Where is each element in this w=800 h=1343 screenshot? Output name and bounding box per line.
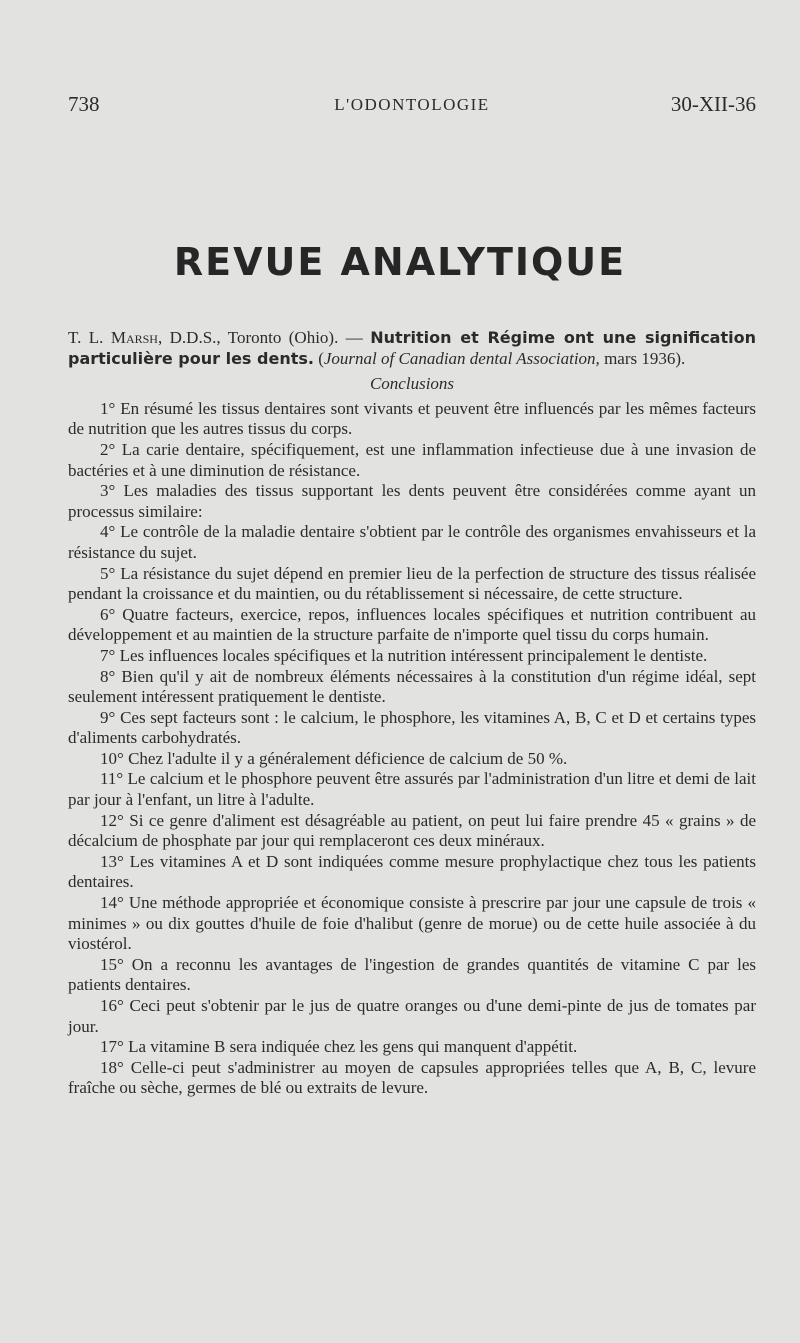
paragraph-text: Ces sept facteurs sont : le calcium, le phosphore, les vitamines A, B, C et D et certains types d'aliments carbohydratés.	[68, 707, 756, 748]
paragraph-number: 16°	[100, 996, 124, 1015]
paragraph-text: Les influences locales spécifiques et la nutrition intéressent principalement le dentiste.	[119, 645, 708, 665]
paragraph-number: 11°	[100, 769, 124, 789]
paragraph-text: La résistance du sujet dépend en premier lieu de la perfection de structure des tissus réalisée pendant la croissance et du maintien, ou du rétablissement si nécessaire, de cette structure.	[68, 563, 757, 604]
citation-source-open: (	[313, 348, 324, 368]
citation-author: T. L. Marsh	[68, 328, 158, 347]
paragraph-number: 18°	[100, 1057, 124, 1077]
conclusion-paragraph	[68, 1037, 756, 1058]
conclusion-paragraph	[68, 996, 756, 1037]
paragraph-number: 8°	[100, 666, 116, 686]
issue-date: 30-XII-36	[670, 92, 756, 116]
conclusion-paragraph	[68, 852, 756, 893]
paragraph-text: Quatre facteurs, exercice, repos, influences locales spécifiques et nutrition contribuent au développement et au maintien de la structure parfaite de n'importe quel tissu du corps humain.	[68, 604, 756, 645]
paragraph-text: Celle-ci peut s'administrer au moyen de capsules appropriées telles que A, B, C, levure fraîche ou sèche, germes de blé ou extraits de levure.	[68, 1057, 756, 1098]
paragraph-text: La carie dentaire, spécifiquement, est une inflammation infectieuse due à une invasion de bactéries et à une diminution de résistance.	[68, 439, 757, 480]
conclusion-paragraph	[68, 646, 756, 667]
conclusion-paragraph	[68, 605, 756, 646]
conclusion-paragraph	[68, 667, 756, 708]
paragraph-text: Les maladies des tissus supportant les dents peuvent être considérées comme ayant un processus similaire:	[68, 481, 757, 521]
paragraph-number: 9°	[100, 707, 116, 727]
paragraph-text: Les vitamines A et D sont indiquées comme mesure prophylactique chez tous les patients dentaires.	[68, 851, 757, 892]
paragraph-text: On a reconnu les avantages de l'ingestion de grandes quantités de vitamine C par les patients dentaires.	[68, 954, 756, 995]
paragraph-number: 5°	[100, 563, 116, 583]
conclusions-list	[68, 399, 756, 1099]
paragraph-text: Si ce genre d'aliment est désagréable au patient, on peut lui faire prendre 45 « grains » de décalcium de phosphate par jour qui remplaceront ces deux minéraux.	[68, 810, 756, 851]
paragraph-number: 3°	[100, 481, 116, 501]
running-head	[68, 92, 756, 122]
citation	[68, 328, 756, 369]
conclusion-paragraph	[68, 749, 756, 770]
paragraph-text: Une méthode appropriée et économique consiste à prescrire par jour une capsule de trois « minimes » ou dix gouttes d'huile de foie d'halibut (genre de morue) ou de cette huile associée à du viostérol.	[68, 893, 756, 954]
citation-source-date: mars 1936).	[599, 348, 686, 368]
conclusion-paragraph	[68, 440, 756, 481]
citation-author-details: , D.D.S., Toronto (Ohio). —	[157, 328, 371, 347]
conclusion-paragraph	[68, 564, 756, 605]
section-heading: Conclusions	[369, 374, 455, 394]
paragraph-number: 15°	[100, 954, 124, 974]
paragraph-text: La vitamine B sera indiquée chez les gens qui manquent d'appétit.	[128, 1037, 578, 1057]
citation-journal: Journal of Canadian dental Association,	[323, 348, 600, 368]
paragraph-text: Bien qu'il y ait de nombreux éléments nécessaires à la constitution d'un régime idéal, sept seulement intéressent pratiquement le dentiste.	[68, 666, 757, 707]
conclusion-paragraph	[68, 893, 756, 955]
paragraph-number: 10°	[100, 748, 124, 768]
paragraph-text: Chez l'adulte il y a généralement déficience de calcium de 50 %.	[128, 748, 568, 768]
paragraph-number: 6°	[100, 604, 116, 624]
conclusion-paragraph	[68, 399, 756, 440]
paragraph-number: 2°	[100, 439, 116, 459]
paragraph-text: Le calcium et le phosphore peuvent être assurés par l'administration d'un litre et demi de lait par jour à l'enfant, un litre à l'adulte.	[68, 769, 756, 810]
page-number: 738	[68, 92, 100, 116]
conclusion-paragraph	[68, 481, 756, 522]
paragraph-text: Ceci peut s'obtenir par le jus de quatre oranges ou d'une demi-pinte de jus de tomates par jour.	[68, 996, 756, 1036]
paragraph-number: 12°	[100, 810, 124, 830]
paragraph-number: 17°	[100, 1037, 124, 1057]
paragraph-number: 1°	[100, 398, 116, 418]
citation-article-title: Nutrition et Régime ont une signification particulière pour les dents.	[68, 328, 756, 368]
paragraph-number: 7°	[100, 645, 116, 665]
conclusion-paragraph	[68, 955, 756, 996]
conclusion-paragraph	[68, 811, 756, 852]
conclusion-paragraph	[68, 769, 756, 810]
conclusion-paragraph	[68, 708, 756, 749]
article-body	[68, 328, 756, 1099]
paragraph-text: Le contrôle de la maladie dentaire s'obtient par le contrôle des organismes envahisseurs et la résistance du sujet.	[68, 522, 757, 562]
paragraph-number: 13°	[100, 851, 124, 871]
conclusion-paragraph	[68, 1058, 756, 1099]
paragraph-text: En résumé les tissus dentaires sont vivants et peuvent être influencés par les mêmes facteurs de nutrition que les autres tissus du corps.	[68, 398, 757, 439]
conclusion-paragraph	[68, 522, 756, 563]
page-title: REVUE ANALYTIQUE	[173, 240, 627, 284]
paragraph-number: 14°	[100, 893, 124, 913]
journal-name: L'ODONTOLOGIE	[334, 95, 490, 114]
paragraph-number: 4°	[100, 522, 116, 542]
